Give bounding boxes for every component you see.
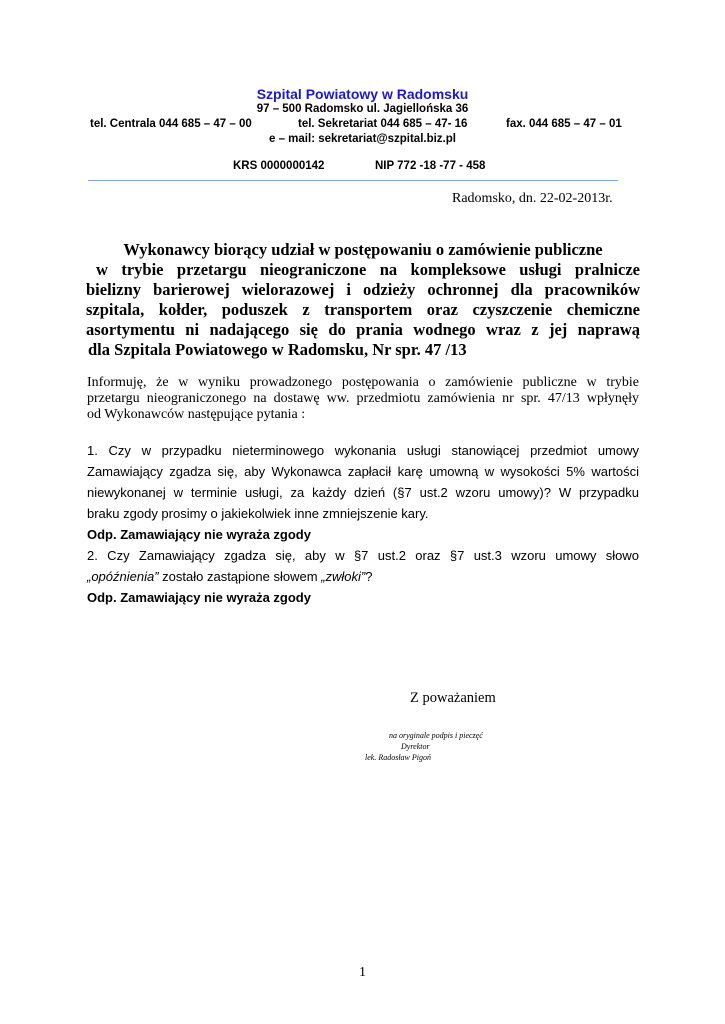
hospital-address: 97 – 500 Radomsko ul. Jagiellońska 36 <box>256 103 469 115</box>
signatory-name: lek. Radosław Pigoń <box>365 753 431 762</box>
question-line: niewykonanej w terminie usługi, za każdy dzień (§7 ust.2 wzoru umowy)? W przypadku <box>87 485 639 500</box>
quoted-word: „opóźnienia” <box>87 569 159 584</box>
question-text: zostało zastąpione słowem <box>158 569 322 584</box>
title-line: w trybie przetargu nieograniczone na kompleksowe usługi pralnicze <box>96 260 640 279</box>
closing-phrase: Z poważaniem <box>410 690 496 706</box>
document-title <box>86 240 640 360</box>
answer-2: Odp. Zamawiający nie wyraża zgody <box>87 590 311 605</box>
question-line: 2. Czy Zamawiający zgadza się, aby w §7 ust.2 oraz §7 ust.3 wzoru umowy słowo <box>87 548 639 563</box>
intro-paragraph <box>87 375 639 423</box>
title-line: szpitala, kołder, poduszek z transportem oraz czyszczenie chemiczne <box>86 300 640 319</box>
question-line: Zamawiający zgadza się, aby Wykonawca zapłacił karę umowną w wysokości 5% wartości <box>87 464 639 479</box>
header-divider <box>88 180 618 181</box>
intro-line: Informuję, że w wyniku prowadzonego postępowania o zamówienie publiczne w trybie <box>87 375 639 390</box>
question-line: braku zgody prosimy o jakiekolwiek inne zmniejszenie kary. <box>87 506 429 521</box>
quoted-word: „zwłoki” <box>321 569 366 584</box>
answer-1: Odp. Zamawiający nie wyraża zgody <box>87 527 311 542</box>
title-line: asortymentu ni nadającego się do prania wodnego wraz z jej naprawą <box>86 320 640 339</box>
page-number: 1 <box>359 965 366 980</box>
question-1 <box>87 440 639 608</box>
signature-note: na oryginale podpis i pieczęć <box>389 731 483 740</box>
krs-number: KRS 0000000142 <box>233 160 325 172</box>
question-text: ? <box>365 569 373 584</box>
date-line: Radomsko, dn. 22-02-2013r. <box>452 191 613 206</box>
hospital-name: Szpital Powiatowy w Radomsku <box>256 86 469 102</box>
phone-secretary: tel. Sekretariat 044 685 – 47- 16 <box>298 118 468 130</box>
fax-number: fax. 044 685 – 47 – 01 <box>506 118 622 130</box>
nip-number: NIP 772 -18 -77 - 458 <box>375 160 486 172</box>
signatory-role: Dyrektor <box>401 742 430 751</box>
phone-central: tel. Centrala 044 685 – 47 – 00 <box>90 118 252 130</box>
title-line: dla Szpitala Powiatowego w Radomsku, Nr spr. 47 /13 <box>88 340 467 359</box>
email-line: e – mail: sekretariat@szpital.biz.pl <box>269 133 456 145</box>
question-line <box>87 566 639 587</box>
question-line: 1. Czy w przypadku nieterminowego wykonania usługi stanowiącej przedmiot umowy <box>87 443 639 458</box>
title-line: Wykonawcy biorący udział w postępowaniu o zamówienie publiczne <box>123 240 603 259</box>
title-line: bielizny barierowej wielorazowej i odzieży ochronnej dla pracowników <box>86 280 640 299</box>
intro-line: przetargu nieograniczonego na dostawę ww. przedmiotu zamówienia nr spr. 47/13 wpłynęły <box>87 391 639 406</box>
intro-line: od Wykonawców następujące pytania : <box>87 407 306 422</box>
